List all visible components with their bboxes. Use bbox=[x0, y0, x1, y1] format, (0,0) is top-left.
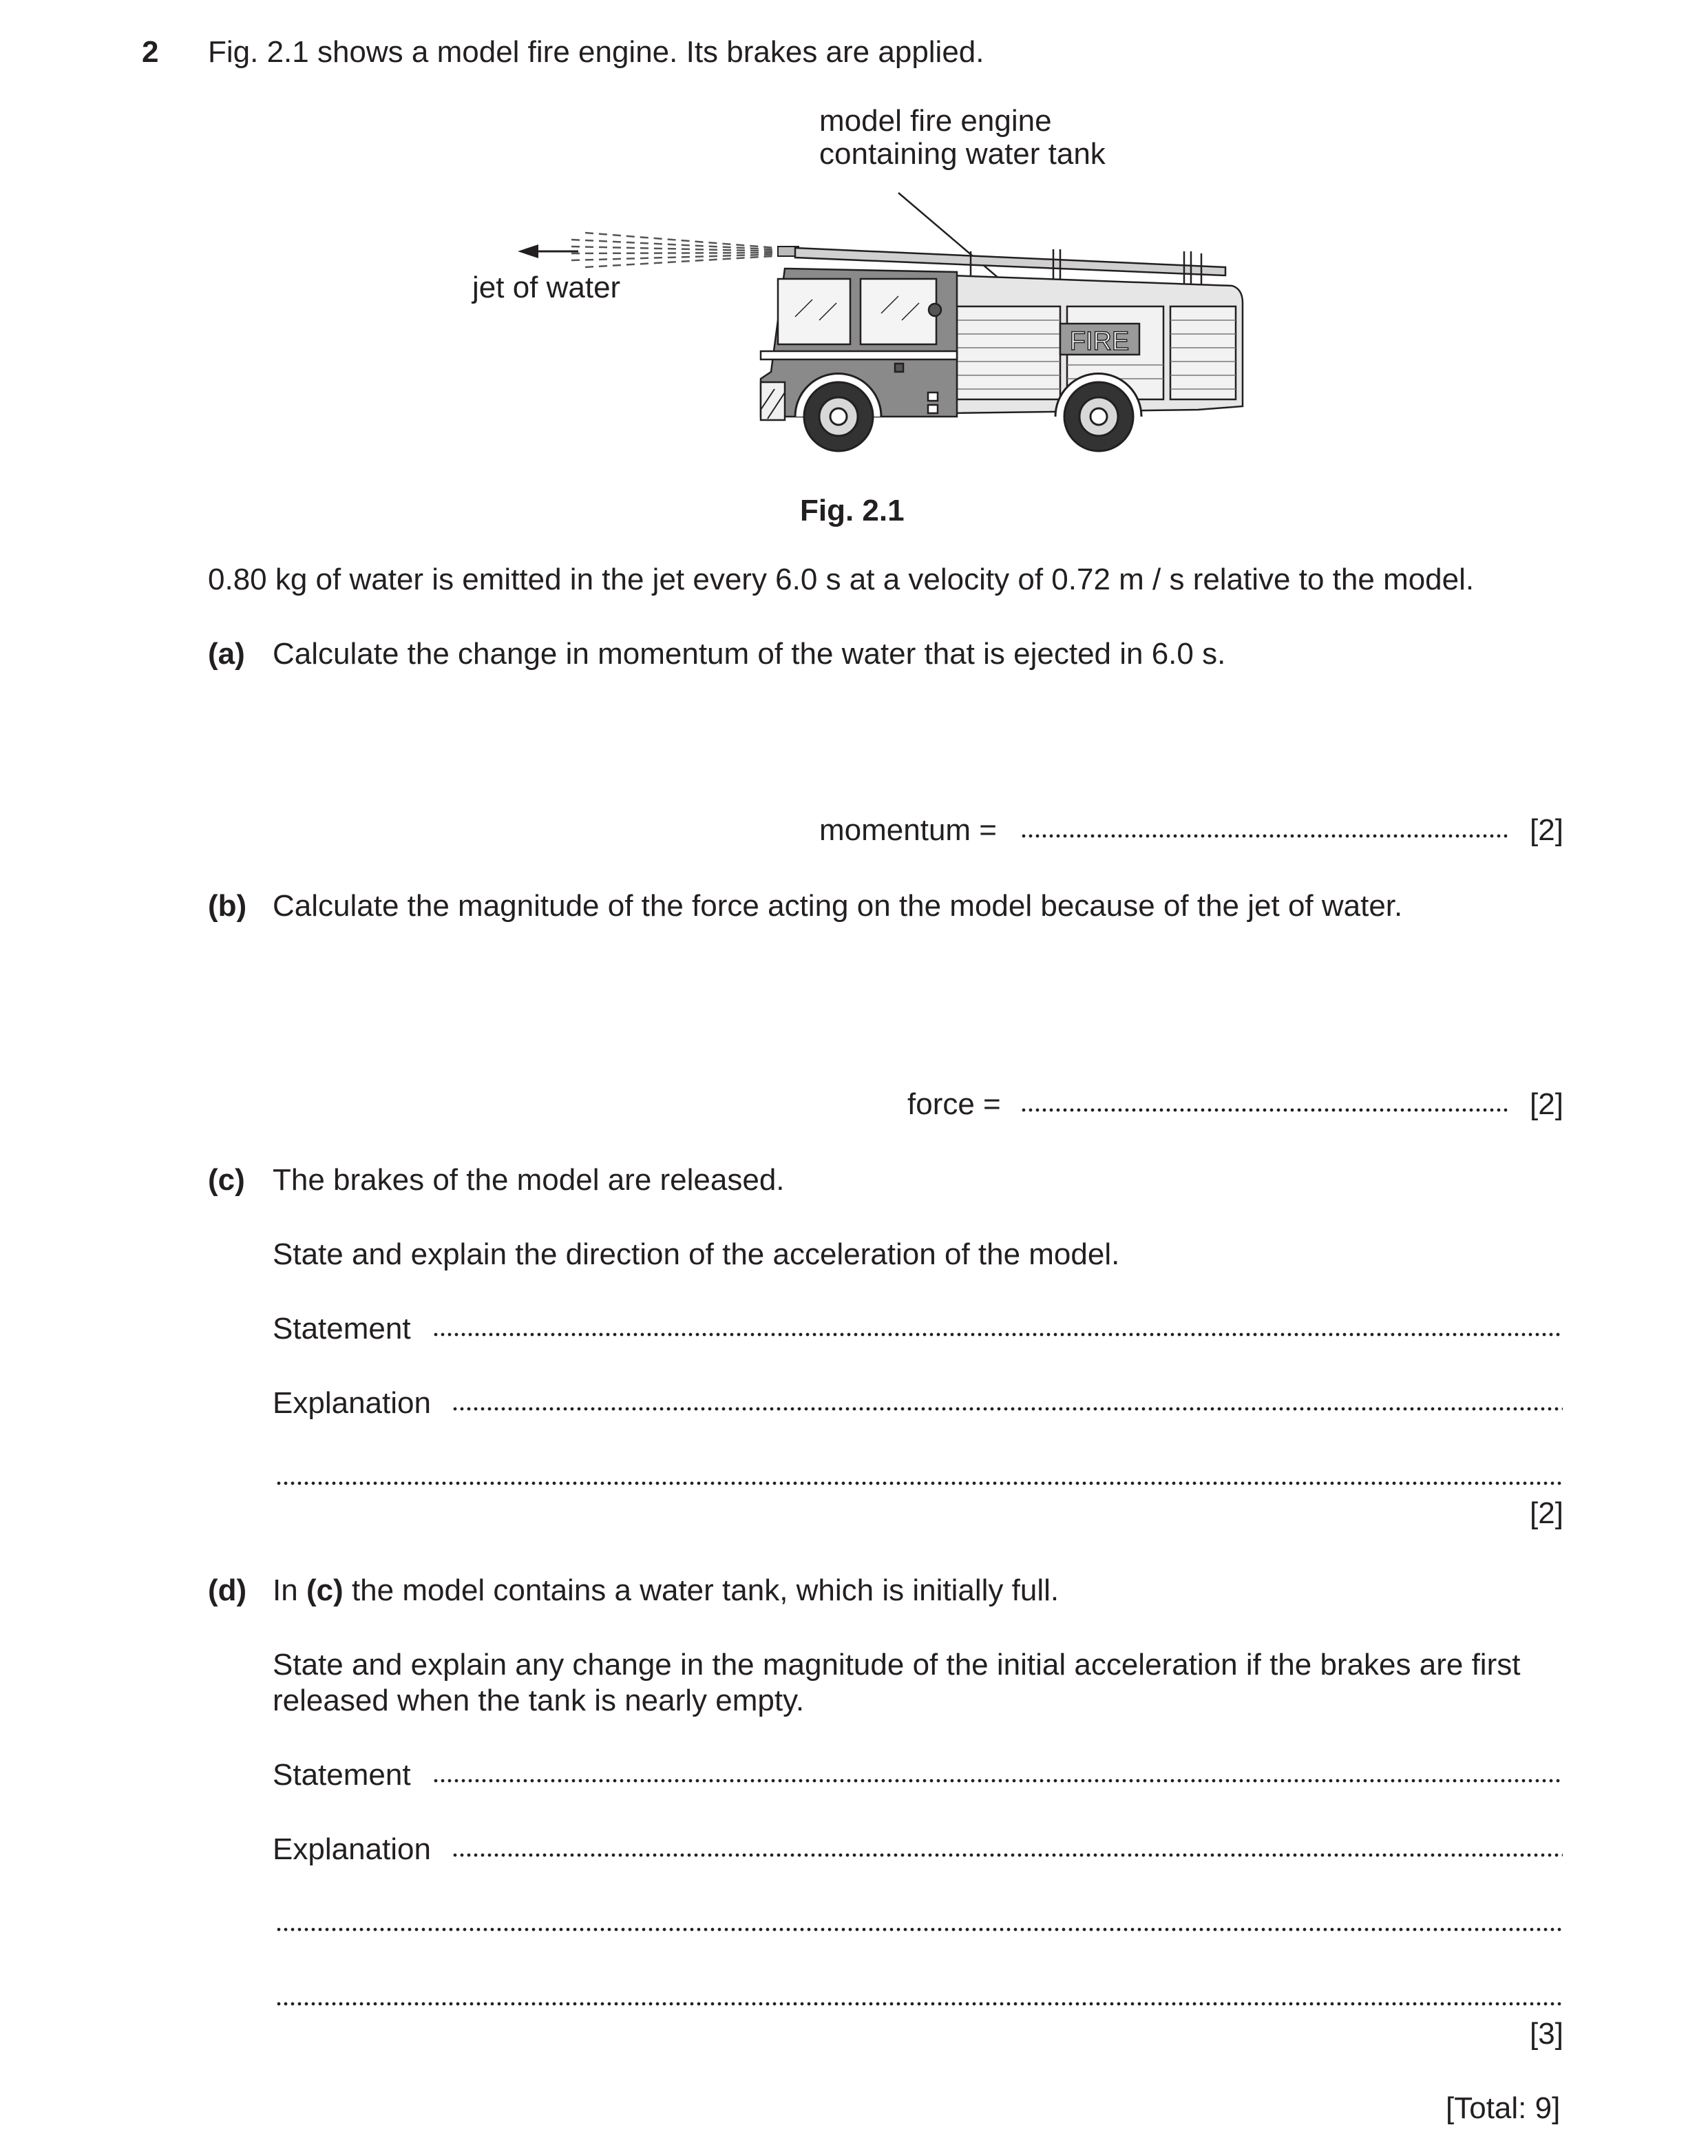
part-a-text: Calculate the change in momentum of the water that is ejected in 6.0 s. bbox=[273, 637, 1226, 671]
part-d-explanation-label: Explanation bbox=[273, 1832, 431, 1866]
part-d-statement-label: Statement bbox=[273, 1758, 411, 1792]
part-a-answer-label: momentum = bbox=[819, 813, 997, 847]
total-marks: [Total: 9] bbox=[1446, 2091, 1561, 2125]
question-intro: Fig. 2.1 shows a model fire engine. Its brakes are applied. bbox=[208, 35, 984, 69]
part-b-answer-label: force = bbox=[907, 1087, 1001, 1121]
part-d-label: (d) bbox=[208, 1573, 247, 1607]
part-d-extra-line-2[interactable] bbox=[275, 2000, 1563, 2008]
jet-of-water-arrow bbox=[518, 233, 785, 267]
part-d-text2-line1: State and explain any change in the magnitude of the initial acceleration if the brakes are first bbox=[273, 1648, 1521, 1682]
truck-sign: FIRE bbox=[1069, 327, 1130, 356]
part-d-marks: [3] bbox=[1530, 2017, 1563, 2051]
rear-wheel bbox=[1055, 374, 1141, 452]
part-b-answer-line[interactable] bbox=[1020, 1106, 1509, 1114]
label-engine-line1: model fire engine bbox=[819, 104, 1052, 138]
part-d-text1 bbox=[273, 1573, 1059, 1609]
part-d-explanation-line[interactable] bbox=[452, 1851, 1563, 1859]
part-c-label: (c) bbox=[208, 1163, 245, 1197]
front-wheel bbox=[795, 374, 881, 452]
part-d-text2-line2: released when the tank is nearly empty. bbox=[273, 1684, 805, 1717]
part-a-answer-line[interactable] bbox=[1020, 832, 1509, 840]
part-c-text2: State and explain the direction of the acceleration of the model. bbox=[273, 1237, 1120, 1271]
part-d-text1-post: the model contains a water tank, which is initially full. bbox=[351, 1573, 1059, 1607]
part-b-text: Calculate the magnitude of the force acting on the model because of the jet of water. bbox=[273, 889, 1403, 923]
question-stem: 0.80 kg of water is emitted in the jet every 6.0 s at a velocity of 0.72 m / s relative to the model. bbox=[208, 563, 1475, 596]
part-a-marks: [2] bbox=[1530, 813, 1563, 847]
part-a-label: (a) bbox=[208, 637, 245, 671]
figure-caption: Fig. 2.1 bbox=[800, 494, 905, 527]
part-c-statement-label: Statement bbox=[273, 1312, 411, 1346]
part-c-text1: The brakes of the model are released. bbox=[273, 1163, 785, 1197]
label-engine-line2: containing water tank bbox=[819, 137, 1106, 171]
part-b-label: (b) bbox=[208, 889, 247, 923]
fire-engine-figure bbox=[482, 172, 1260, 461]
part-d-statement-line[interactable] bbox=[432, 1777, 1563, 1785]
part-d-text1-ref: (c) bbox=[306, 1573, 344, 1607]
part-c-marks: [2] bbox=[1530, 1496, 1563, 1530]
part-d-text1-pre: In bbox=[273, 1573, 298, 1607]
question-number: 2 bbox=[142, 35, 159, 69]
part-b-marks: [2] bbox=[1530, 1087, 1563, 1121]
part-c-statement-line[interactable] bbox=[432, 1330, 1563, 1339]
part-c-explanation-label: Explanation bbox=[273, 1386, 431, 1420]
part-c-extra-line[interactable] bbox=[275, 1479, 1563, 1487]
part-d-extra-line-1[interactable] bbox=[275, 1925, 1563, 1934]
part-c-explanation-line[interactable] bbox=[452, 1405, 1563, 1413]
label-jet-of-water: jet of water bbox=[472, 271, 621, 304]
